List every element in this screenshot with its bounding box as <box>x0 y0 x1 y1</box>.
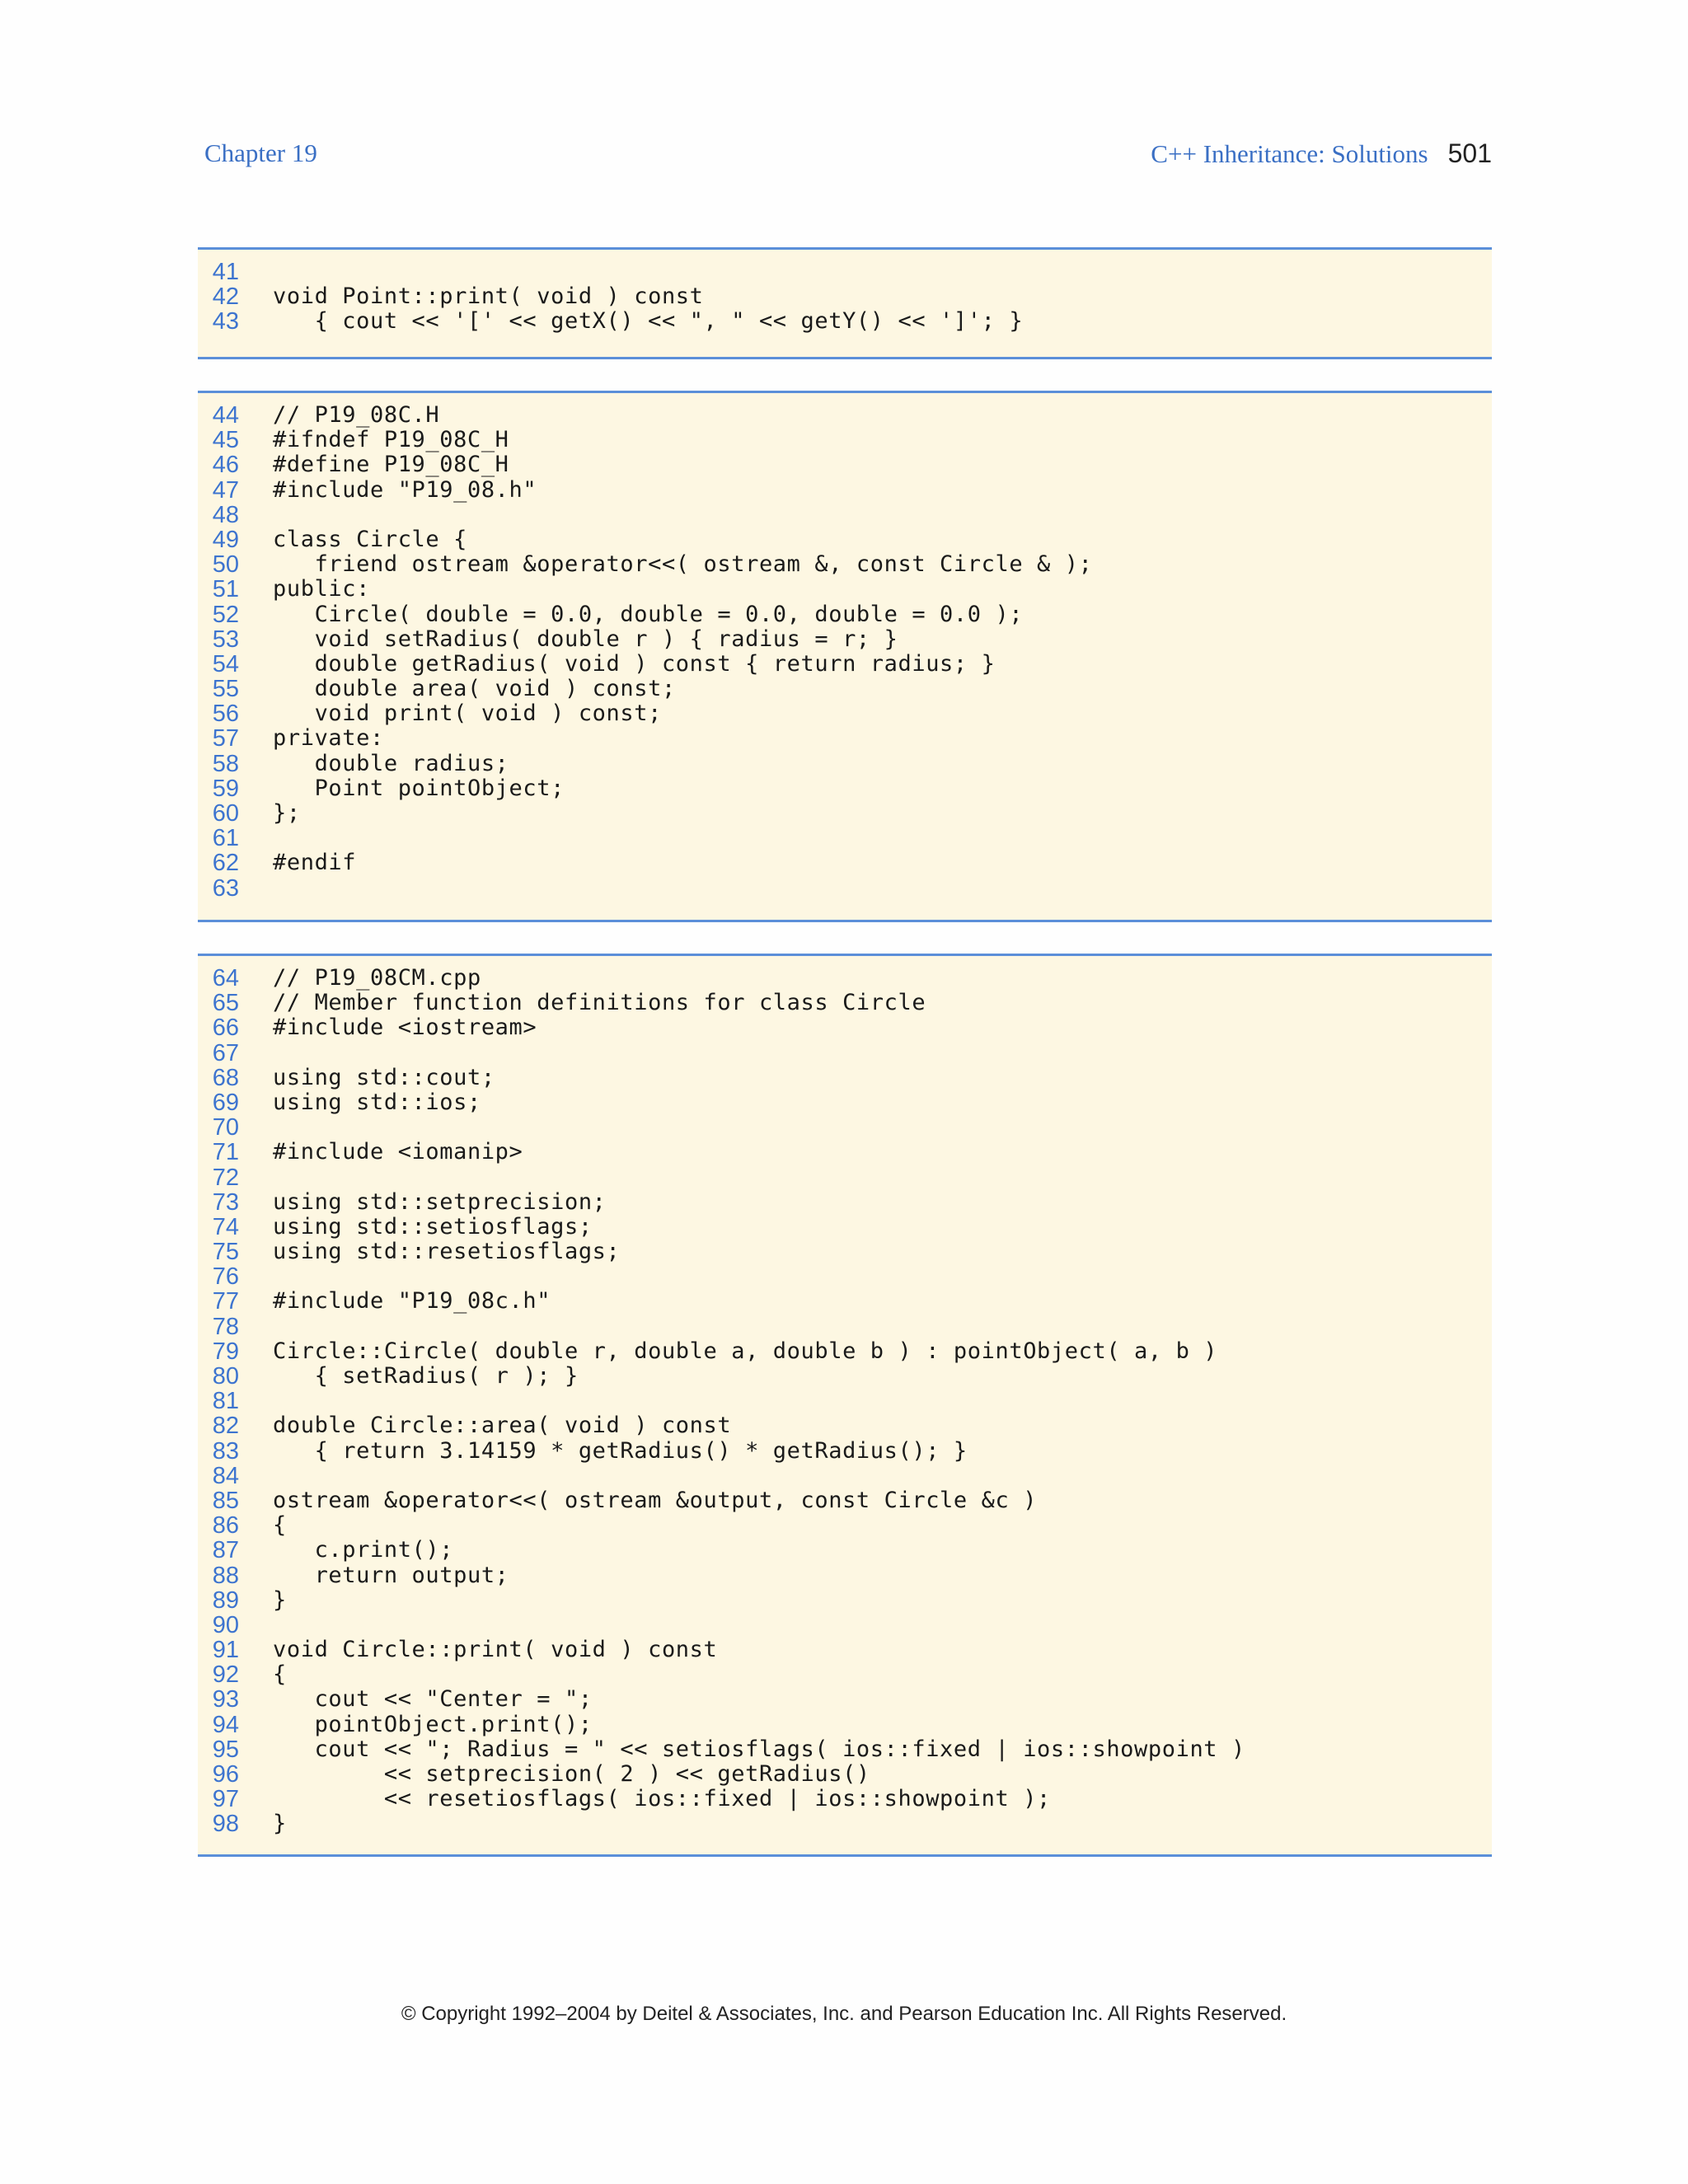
code-text: using std::resetiosflags; <box>273 1239 621 1265</box>
line-number: 76 <box>212 1263 239 1291</box>
code-text: friend ostream &operator<<( ostream &, const Circle & ); <box>273 551 1093 578</box>
line-number: 68 <box>212 1064 239 1091</box>
code-text: double area( void ) const; <box>273 676 676 702</box>
line-number: 43 <box>212 308 239 335</box>
code-text: c.print(); <box>273 1537 454 1563</box>
code-line <box>198 1439 1492 1464</box>
code-text: public: <box>273 576 370 602</box>
code-line <box>198 677 1492 701</box>
code-text: // P19_08C.H <box>273 402 440 428</box>
code-line <box>198 1015 1492 1040</box>
code-line <box>198 1588 1492 1613</box>
line-number: 67 <box>212 1039 239 1066</box>
line-number: 51 <box>212 576 239 603</box>
code-line <box>198 1787 1492 1811</box>
code-line <box>198 876 1492 901</box>
code-text: return output; <box>273 1562 509 1588</box>
code-line <box>198 1464 1492 1488</box>
code-text: #include <iostream> <box>273 1015 537 1041</box>
line-number: 84 <box>212 1462 239 1489</box>
code-line <box>198 1389 1492 1413</box>
code-line <box>198 1488 1492 1513</box>
code-line <box>198 1563 1492 1588</box>
line-number: 98 <box>212 1811 239 1838</box>
code-line <box>198 1140 1492 1165</box>
code-text: << resetiosflags( ios::fixed | ios::showpoint ); <box>273 1786 1051 1812</box>
code-line <box>198 652 1492 677</box>
line-number: 56 <box>212 701 239 728</box>
line-number: 92 <box>212 1661 239 1689</box>
code-text: { cout << '[' << getX() << ", " << getY() << ']'; } <box>273 308 1024 335</box>
chapter-label: Chapter 19 <box>204 138 317 167</box>
code-line <box>198 726 1492 751</box>
line-number: 66 <box>212 1015 239 1042</box>
code-line <box>198 801 1492 826</box>
code-line <box>198 552 1492 577</box>
line-number: 81 <box>212 1388 239 1415</box>
line-number: 90 <box>212 1611 239 1638</box>
code-text: void Circle::print( void ) const <box>273 1637 718 1663</box>
code-line <box>198 1364 1492 1389</box>
line-number: 97 <box>212 1786 239 1813</box>
code-text: #include "P19_08.h" <box>273 476 537 503</box>
code-line <box>198 1687 1492 1712</box>
code-text: Circle( double = 0.0, double = 0.0, double = 0.0 ); <box>273 601 1024 627</box>
code-line <box>198 1115 1492 1140</box>
line-number: 86 <box>212 1512 239 1540</box>
line-number: 75 <box>212 1239 239 1266</box>
line-number: 88 <box>212 1562 239 1589</box>
code-text: using std::setiosflags; <box>273 1213 593 1240</box>
line-number: 72 <box>212 1164 239 1191</box>
line-number: 58 <box>212 750 239 777</box>
code-text: { <box>273 1661 287 1688</box>
line-number: 91 <box>212 1637 239 1664</box>
code-line <box>198 1090 1492 1115</box>
code-text: void Point::print( void ) const <box>273 284 704 310</box>
code-line <box>198 991 1492 1015</box>
copyright-footer: © Copyright 1992–2004 by Deitel & Associates, Inc. and Pearson Education Inc. All Rights Reserved. <box>401 2003 1287 2025</box>
line-number: 46 <box>212 452 239 479</box>
code-line <box>198 851 1492 875</box>
line-number: 55 <box>212 676 239 703</box>
code-line <box>198 1165 1492 1190</box>
page-number: 501 <box>1447 138 1492 168</box>
line-number: 82 <box>212 1413 239 1440</box>
code-line <box>198 1613 1492 1638</box>
line-number: 77 <box>212 1288 239 1315</box>
code-line <box>198 428 1492 452</box>
line-number: 59 <box>212 775 239 802</box>
code-line <box>198 1638 1492 1662</box>
line-number: 94 <box>212 1711 239 1738</box>
code-text: << setprecision( 2 ) << getRadius() <box>273 1761 870 1787</box>
line-number: 45 <box>212 427 239 454</box>
code-text: { return 3.14159 * getRadius() * getRadius(); } <box>273 1437 968 1464</box>
code-line <box>198 260 1492 284</box>
code-text: void print( void ) const; <box>273 701 662 727</box>
code-line <box>198 478 1492 503</box>
line-number: 95 <box>212 1736 239 1763</box>
code-text: double getRadius( void ) const { return radius; } <box>273 650 996 677</box>
code-line <box>198 1413 1492 1438</box>
code-text: private: <box>273 725 384 752</box>
line-number: 65 <box>212 990 239 1017</box>
line-number: 70 <box>212 1114 239 1141</box>
code-line <box>198 1713 1492 1737</box>
code-line <box>198 1538 1492 1563</box>
code-text: using std::cout; <box>273 1064 495 1090</box>
code-line <box>198 1811 1492 1836</box>
line-number: 61 <box>212 825 239 852</box>
code-line <box>198 602 1492 627</box>
line-number: 54 <box>212 650 239 677</box>
code-text: using std::ios; <box>273 1089 481 1115</box>
code-line <box>198 1066 1492 1090</box>
line-number: 42 <box>212 284 239 311</box>
code-line <box>198 403 1492 428</box>
code-block-circle-header <box>198 391 1492 922</box>
code-block-point-print <box>198 247 1492 359</box>
line-number: 64 <box>212 965 239 991</box>
code-line <box>198 1662 1492 1687</box>
line-number: 50 <box>212 551 239 579</box>
code-text: { <box>273 1512 287 1539</box>
line-number: 41 <box>212 259 239 285</box>
code-line <box>198 701 1492 726</box>
line-number: 62 <box>212 850 239 877</box>
code-line <box>198 452 1492 477</box>
line-number: 47 <box>212 476 239 504</box>
line-number: 49 <box>212 526 239 553</box>
code-line <box>198 1737 1492 1762</box>
code-block-circle-members <box>198 954 1492 1857</box>
code-line <box>198 1240 1492 1264</box>
code-text: pointObject.print(); <box>273 1711 593 1737</box>
code-text: { setRadius( r ); } <box>273 1363 579 1389</box>
code-text: #define P19_08C_H <box>273 452 509 478</box>
code-text: void setRadius( double r ) { radius = r; } <box>273 626 898 652</box>
code-line <box>198 1513 1492 1538</box>
code-line <box>198 776 1492 801</box>
code-text: double Circle::area( void ) const <box>273 1413 732 1439</box>
code-text: Circle::Circle( double r, double a, double b ) : pointObject( a, b ) <box>273 1338 1218 1364</box>
code-text: // Member function definitions for class Circle <box>273 990 926 1016</box>
line-number: 60 <box>212 800 239 827</box>
running-header <box>1151 138 1492 169</box>
code-text: cout << "; Radius = " << setiosflags( ios::fixed | ios::showpoint ) <box>273 1736 1245 1762</box>
line-number: 52 <box>212 601 239 628</box>
code-line <box>198 527 1492 552</box>
code-text: #include <iomanip> <box>273 1139 523 1165</box>
code-text: using std::setprecision; <box>273 1188 607 1215</box>
code-line <box>198 1315 1492 1339</box>
code-text: } <box>273 1586 287 1613</box>
code-line <box>198 577 1492 602</box>
line-number: 96 <box>212 1761 239 1788</box>
code-line <box>198 752 1492 776</box>
code-line <box>198 826 1492 851</box>
line-number: 71 <box>212 1139 239 1166</box>
code-text: ostream &operator<<( ostream &output, const Circle &c ) <box>273 1487 1038 1513</box>
code-line <box>198 1289 1492 1314</box>
line-number: 93 <box>212 1686 239 1713</box>
code-line <box>198 1215 1492 1240</box>
line-number: 44 <box>212 402 239 429</box>
code-text: double radius; <box>273 750 509 776</box>
code-text: } <box>273 1811 287 1837</box>
code-line <box>198 627 1492 652</box>
line-number: 85 <box>212 1487 239 1514</box>
line-number: 79 <box>212 1338 239 1365</box>
code-text: #ifndef P19_08C_H <box>273 427 509 453</box>
line-number: 53 <box>212 626 239 653</box>
code-text: #endif <box>273 850 357 876</box>
code-line <box>198 1339 1492 1364</box>
line-number: 83 <box>212 1437 239 1465</box>
line-number: 73 <box>212 1188 239 1216</box>
code-text: }; <box>273 800 301 826</box>
line-number: 63 <box>212 874 239 902</box>
line-number: 48 <box>212 501 239 528</box>
code-text: Point pointObject; <box>273 775 565 801</box>
line-number: 87 <box>212 1537 239 1564</box>
code-text: #include "P19_08c.h" <box>273 1288 551 1315</box>
line-number: 57 <box>212 725 239 752</box>
code-text: // P19_08CM.cpp <box>273 965 481 991</box>
line-number: 74 <box>212 1213 239 1240</box>
line-number: 89 <box>212 1586 239 1614</box>
code-line <box>198 1762 1492 1787</box>
line-number: 69 <box>212 1089 239 1116</box>
code-text: cout << "Center = "; <box>273 1686 593 1713</box>
code-line <box>198 284 1492 309</box>
line-number: 80 <box>212 1363 239 1390</box>
code-text: class Circle { <box>273 526 467 552</box>
code-line <box>198 1264 1492 1289</box>
line-number: 78 <box>212 1313 239 1340</box>
code-line <box>198 1190 1492 1215</box>
code-line <box>198 503 1492 527</box>
code-line <box>198 966 1492 991</box>
section-title: C++ Inheritance: Solutions <box>1151 139 1428 168</box>
code-line <box>198 1041 1492 1066</box>
code-line <box>198 309 1492 334</box>
